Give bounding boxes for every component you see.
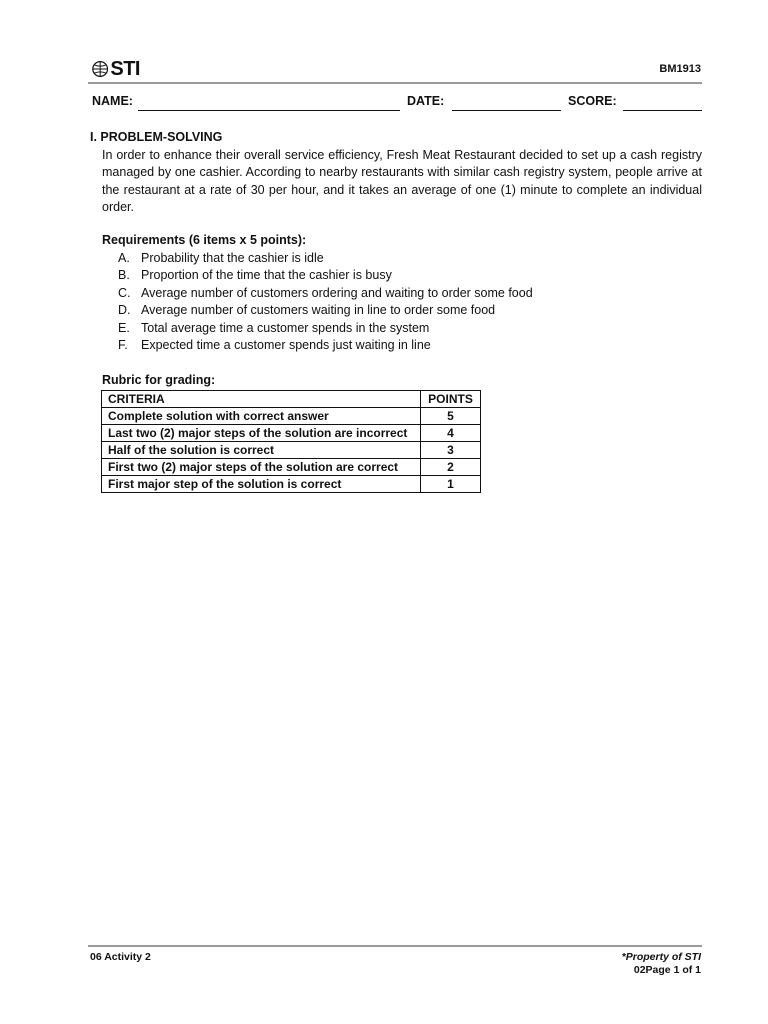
criteria-header: CRITERIA	[102, 391, 421, 408]
date-line[interactable]	[452, 110, 561, 111]
item-letter: D.	[118, 303, 131, 318]
item-text: Average number of customers waiting in line to order some food	[141, 303, 496, 318]
name-line[interactable]	[138, 110, 400, 111]
footer-page-number: 02Page 1 of 1	[633, 964, 701, 976]
points-cell: 1	[421, 476, 481, 493]
rubric-table	[101, 390, 481, 493]
globe-icon	[92, 59, 108, 79]
points-cell: 5	[421, 408, 481, 425]
item-letter: F.	[118, 338, 128, 353]
table-row	[102, 408, 481, 425]
list-item	[118, 250, 533, 267]
points-cell: 2	[421, 459, 481, 476]
table-header-row	[102, 391, 481, 408]
table-row	[102, 442, 481, 459]
name-label: NAME:	[92, 94, 133, 108]
item-text: Average number of customers ordering and waiting to order some food	[141, 285, 533, 300]
item-text: Proportion of the time that the cashier is busy	[141, 268, 392, 283]
document-code: BM1913	[659, 63, 701, 75]
footer-property: *Property of STI	[621, 951, 701, 963]
footer-activity: 06 Activity 2	[90, 951, 151, 963]
item-text: Total average time a customer spends in the system	[141, 320, 430, 335]
list-item	[118, 302, 533, 319]
list-item	[118, 320, 533, 337]
sti-logo	[92, 57, 140, 81]
rubric-title: Rubric for grading:	[102, 373, 216, 387]
item-text: Probability that the cashier is idle	[141, 251, 324, 265]
date-label: DATE:	[407, 94, 445, 108]
list-item	[118, 267, 533, 284]
requirements-list	[118, 250, 533, 354]
section-title: I. PROBLEM-SOLVING	[90, 130, 223, 144]
table-row	[102, 425, 481, 442]
points-cell: 3	[421, 442, 481, 459]
header-divider	[88, 82, 702, 84]
table-row	[102, 459, 481, 476]
item-letter: C.	[118, 285, 131, 300]
criteria-cell: First two (2) major steps of the solution are correct	[102, 459, 421, 476]
footer-divider	[88, 945, 702, 947]
score-label: SCORE:	[568, 94, 617, 108]
table-row	[102, 476, 481, 493]
item-text: Expected time a customer spends just waiting in line	[141, 338, 431, 353]
points-header: POINTS	[421, 391, 481, 408]
criteria-cell: Complete solution with correct answer	[102, 408, 421, 425]
item-letter: A.	[118, 251, 130, 265]
list-item	[118, 285, 533, 302]
list-item	[118, 337, 533, 354]
logo-text: STI	[110, 57, 140, 80]
problem-paragraph: In order to enhance their overall service efficiency, Fresh Meat Restaurant decided to set up a cash registry managed by one cashier. According to nearby restaurants with similar cash registry system, people arrive at the restaurant at a rate of 30 per hour, and it takes an average of one (1) minute to complete an individual order.	[102, 148, 702, 215]
item-letter: B.	[118, 268, 130, 283]
criteria-cell: Half of the solution is correct	[102, 442, 421, 459]
criteria-cell: Last two (2) major steps of the solution are incorrect	[102, 425, 421, 442]
score-line[interactable]	[623, 110, 702, 111]
points-cell: 4	[421, 425, 481, 442]
criteria-cell: First major step of the solution is correct	[102, 476, 421, 493]
footer-right	[622, 951, 701, 977]
requirements-title: Requirements (6 items x 5 points):	[102, 233, 307, 247]
item-letter: E.	[118, 320, 130, 335]
